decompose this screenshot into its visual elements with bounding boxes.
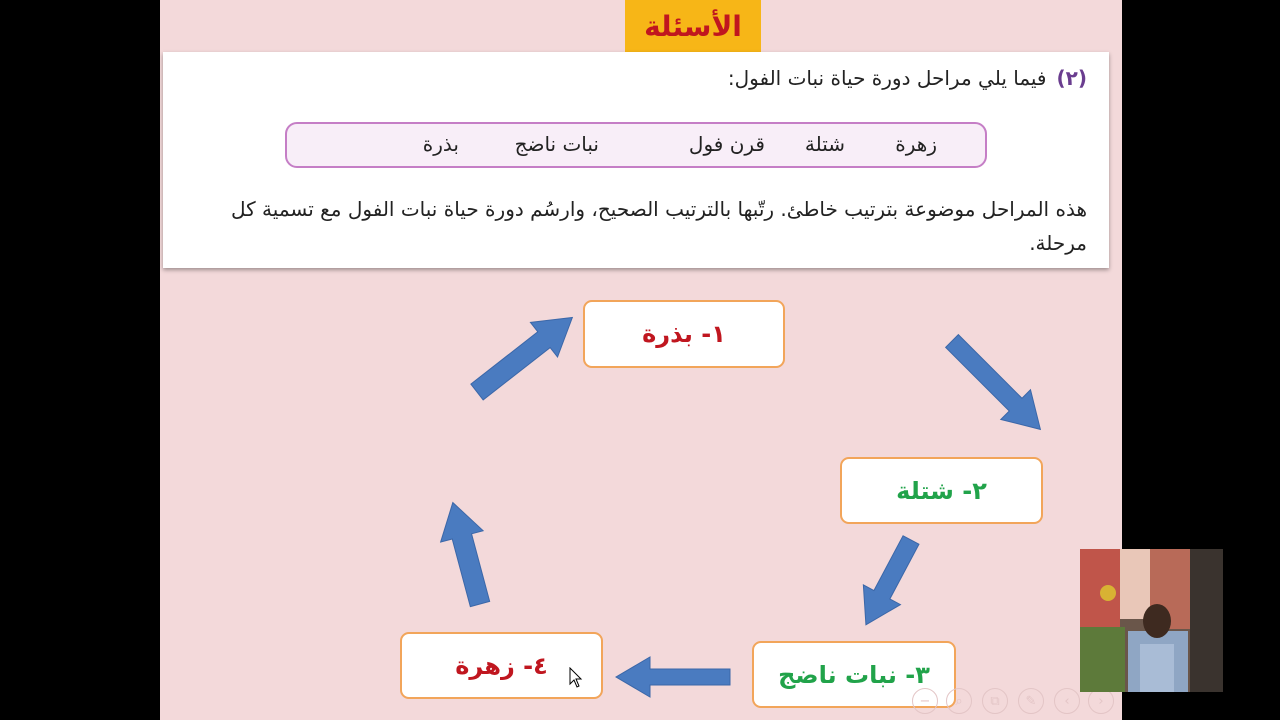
arrow-seedling-to-mature [847, 530, 929, 634]
stage-item: زهرة [895, 132, 937, 156]
arrow-seed-to-seedling [937, 326, 1055, 444]
mouse-pointer-icon [569, 667, 583, 693]
question-prompt: فيما يلي مراحل دورة حياة نبات الفول: [727, 66, 1047, 90]
arrow-flower-to-seed [432, 497, 502, 610]
slide-title: الأسئلة [644, 9, 742, 43]
prev-icon[interactable]: ‹ [1054, 688, 1080, 714]
question-number: (٢) [1056, 66, 1087, 90]
cycle-box-seed [583, 300, 785, 368]
stage-item: نبات ناضج [514, 132, 599, 156]
stage-item: قرن فول [688, 132, 765, 156]
arrow-mature-to-flower [616, 657, 730, 697]
cycle-label-seedling: ٢- شتلة [896, 476, 987, 505]
slide [160, 0, 1122, 720]
cycle-box-seedling [840, 457, 1043, 524]
pen-icon[interactable]: ✎ [1018, 688, 1044, 714]
cycle-label-mature-plant: ٣- نبات ناضج [778, 660, 930, 689]
arrow-to-seed [463, 300, 585, 409]
zoom-icon[interactable]: ⌕ [946, 688, 972, 714]
next-icon[interactable]: › [1088, 688, 1114, 714]
cycle-label-flower: ٤- زهرة [455, 651, 548, 680]
minus-icon[interactable]: − [912, 688, 938, 714]
stage-item: شتلة [804, 132, 845, 156]
stage-item: بذرة [422, 132, 459, 156]
presenter-webcam [1080, 549, 1223, 692]
cycle-label-seed: ١- بذرة [642, 320, 726, 348]
question-paragraph: هذه المراحل موضوعة بترتيب خاطئ. رتّبها بالترتيب الصحيح، وارسُم دورة حياة نبات الفول مع تسمية كل مرحلة. [231, 197, 1087, 255]
copy-icon[interactable]: ⧉ [982, 688, 1008, 714]
